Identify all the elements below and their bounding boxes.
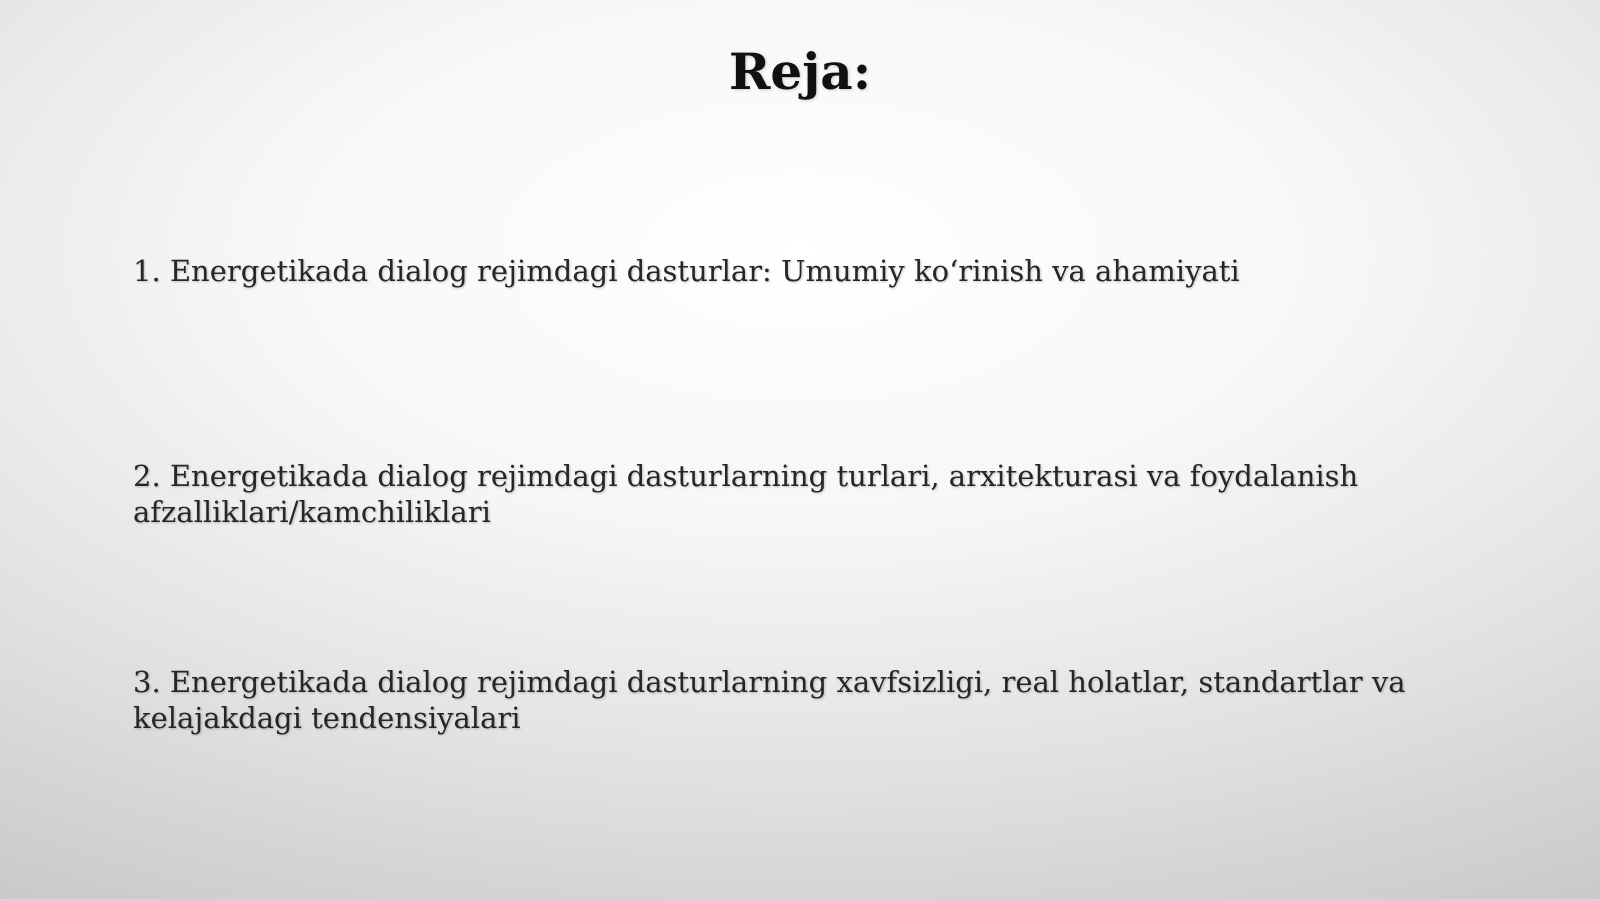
slide-title: Reja: (728, 42, 872, 101)
plan-item-3: 3. Energetikada dialog rejimdagi dasturlarning xavfsizligi, real holatlar, standartlar va kelajakdagi tendensiyalari (133, 665, 1406, 735)
plan-item-2: 2. Energetikada dialog rejimdagi dasturlarning turlari, arxitekturasi va foydalanish afzalliklari/kamchiliklari (133, 459, 1359, 529)
plan-item-1: 1. Energetikada dialog rejimdagi dasturlar: Umumiy ko‘rinish va ahamiyati (133, 254, 1240, 288)
